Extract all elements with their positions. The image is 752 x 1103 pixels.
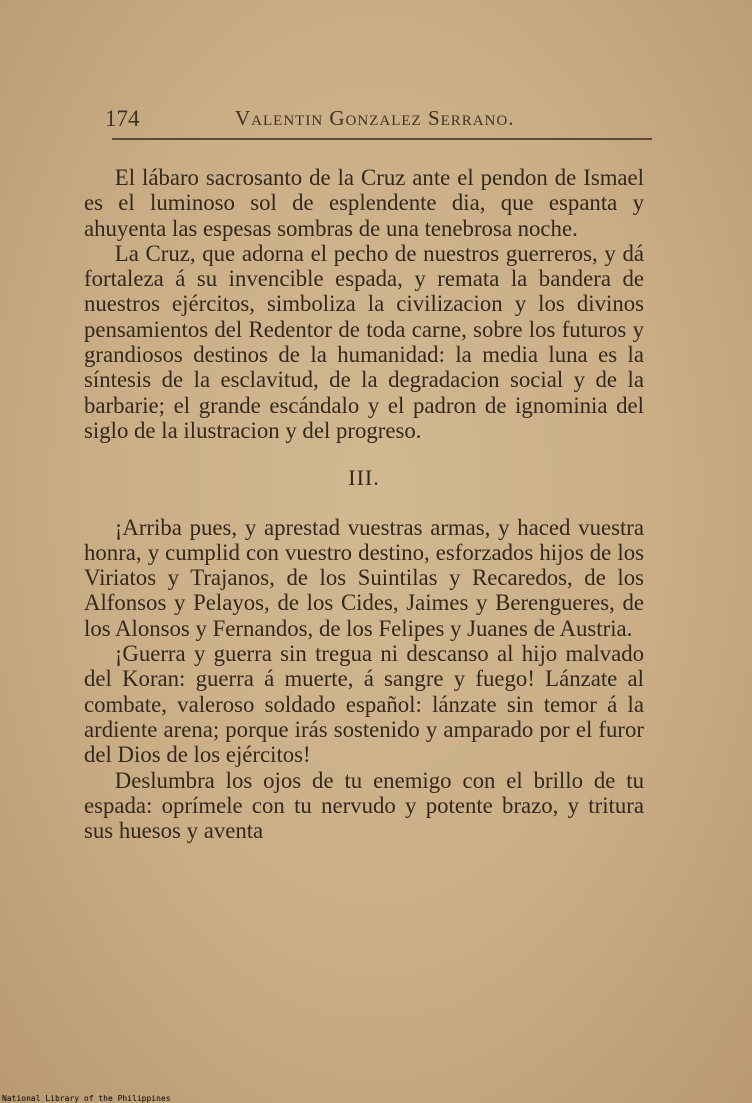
section-heading: III. — [348, 465, 380, 491]
paragraph-cross-civilization: La Cruz, que adorna el pecho de nuestros guerreros, y dá fortaleza á su invencible espada, y remata la bandera de nuestros ejércitos, simboliza la civilizacion y los divinos pensamientos del Redentor de toda carne, sobre los futuros y grandiosos destinos de la humanidad: la media luna es la síntesis de la esclavitud, de la degradacion social y de la barbarie; el grande escándalo y el padron de ignominia del siglo de la ilustracion y del progreso. — [84, 240, 644, 443]
paragraph-cross-banner: El lábaro sacrosanto de la Cruz ante el pendon de Ismael es el luminoso sol de esplendente dia, que espanta y ahuyenta las espesas sombras de una tenebrosa noche. — [84, 165, 644, 241]
paragraph-call-to-arms: ¡Arriba pues, y aprestad vuestras armas, y haced vuestra honra, y cumplid con vuestro destino, esforzados hijos de los Viriatos y Trajanos, de los Suintilas y Recaredos, de los Alfonsos y Pelayos, de los Cides, Jaimes y Berengueres, de los Alonsos y Fernandos, de los Felipes y Juanes de Austria. — [84, 514, 644, 641]
header-rule — [112, 138, 652, 140]
paragraph-dazzle-enemy: Deslumbra los ojos de tu enemigo con el brillo de tu espada: oprímele con tu nervudo y potente brazo, y tritura sus huesos y aventa — [84, 767, 644, 844]
paragraph-war-cry: ¡Guerra y guerra sin tregua ni descanso al hijo malvado del Koran: guerra á muerte, á sangre y fuego! Lánzate al combate, valeroso soldado español: lánzate sin temor á la ardiente arena; porque irás sostenido y amparado por el furor del Dios de los ejércitos! — [84, 641, 644, 768]
body-text — [84, 165, 644, 843]
page-number: 174 — [105, 106, 140, 131]
page-header — [100, 102, 650, 136]
library-credit: National Library of the Philippines — [2, 1094, 171, 1103]
running-title: Valentin Gonzalez Serrano. — [235, 106, 515, 130]
